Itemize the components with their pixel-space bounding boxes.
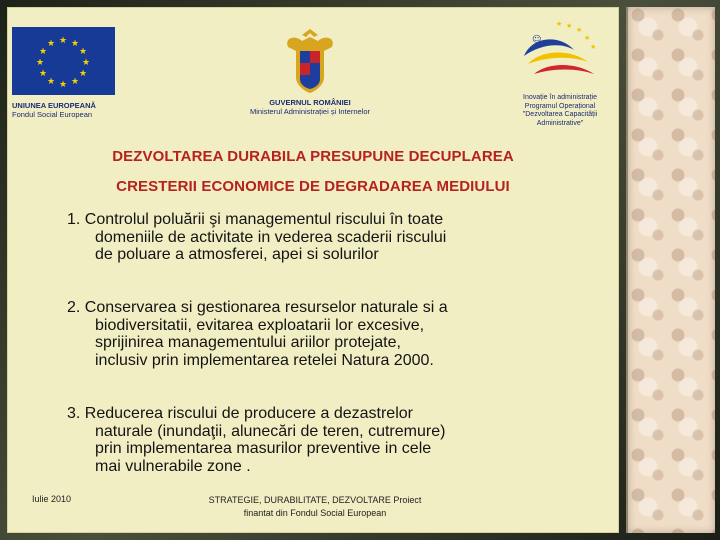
- slide-title-line-2: CRESTERII ECONOMICE DE DEGRADAREA MEDIULUI: [116, 178, 510, 195]
- svg-text:★: ★: [78, 47, 88, 57]
- list-item-1: [67, 211, 557, 264]
- svg-text:★: ★: [81, 58, 91, 68]
- svg-text:★: ★: [35, 58, 45, 68]
- svg-text:★: ★: [78, 69, 88, 79]
- eu-logo: [12, 27, 122, 119]
- footer-line-2: finantat din Fondul Social European: [243, 507, 387, 518]
- svg-text:★: ★: [46, 77, 56, 87]
- svg-text:☺: ☺: [532, 35, 542, 45]
- list-item-2-line-2: biodiversitatii, evitarea exploatarii lor excesive,: [95, 316, 425, 334]
- slide-title-line-1: DEZVOLTAREA DURABILA PRESUPUNE DECUPLAREA: [112, 148, 514, 165]
- svg-text:★: ★: [584, 34, 591, 42]
- eu-logo-title: UNIUNEA EUROPEANĂ: [12, 101, 96, 110]
- eu-logo-subtitle: Fondul Social European: [12, 110, 93, 119]
- footer-date: Iulie 2010: [32, 494, 72, 504]
- list-item-3-line-2: naturale (inundaţii, alunecări de teren, cutremure): [95, 422, 446, 440]
- programme-swoosh-icon: [514, 16, 606, 94]
- svg-text:★: ★: [46, 39, 56, 49]
- programme-logo: [510, 16, 610, 128]
- list-item-1-line-3: de poluare a atmosferei, apei si solurilor: [95, 246, 379, 263]
- list-item-2-line-3: sprijinirea managementului ariilor protejate,: [95, 334, 401, 351]
- svg-text:★: ★: [38, 69, 48, 79]
- list-item-3-line-4: mai vulnerabile zone .: [95, 457, 251, 475]
- svg-text:★: ★: [566, 22, 573, 30]
- romania-coat-of-arms-icon: [280, 25, 340, 95]
- list-item-1-line-1: 1. Controlul poluării şi managementul riscului în toate: [67, 211, 444, 228]
- svg-text:★: ★: [556, 20, 563, 28]
- eu-flag-icon: [12, 27, 115, 95]
- decorative-side-panel: [626, 7, 715, 533]
- svg-text:★: ★: [58, 36, 68, 46]
- svg-text:★: ★: [58, 80, 68, 90]
- svg-text:★: ★: [576, 26, 583, 34]
- programme-logo-line3: "Dezvoltarea Capacității: [522, 111, 598, 118]
- svg-text:★: ★: [38, 47, 48, 57]
- svg-text:★: ★: [590, 43, 597, 51]
- svg-text:★: ★: [70, 77, 80, 87]
- gov-logo-subtitle: Ministerul Administrației și Internelor: [249, 107, 371, 116]
- programme-logo-line1: Inovație în administrație: [523, 94, 597, 101]
- list-item-2-line-1: 2. Conservarea si gestionarea resurselor naturale si a: [67, 299, 448, 316]
- list-item-3: [67, 405, 557, 475]
- svg-text:★: ★: [70, 39, 80, 49]
- list-item-3-line-3: prin implementarea masurilor preventive in cele: [95, 440, 432, 457]
- government-logo: [235, 25, 385, 116]
- list-item-3-line-1: 3. Reducerea riscului de producere a dezastrelor: [67, 405, 413, 422]
- programme-logo-line4: Administrative": [536, 119, 584, 127]
- footer-line-1: STRATEGIE, DURABILITATE, DEZVOLTARE Proiect: [208, 495, 422, 505]
- programme-logo-line2: Programul Operațional: [524, 102, 596, 110]
- footer-project-text: [170, 494, 460, 519]
- list-item-1-line-2: domeniile de activitate in vederea scaderii riscului: [95, 228, 447, 246]
- gov-logo-title: GUVERNUL ROMÂNIEI: [269, 98, 351, 107]
- list-item-2-line-4: inclusiv prin implementarea retelei Natura 2000.: [95, 351, 434, 369]
- list-item-2: [67, 299, 557, 369]
